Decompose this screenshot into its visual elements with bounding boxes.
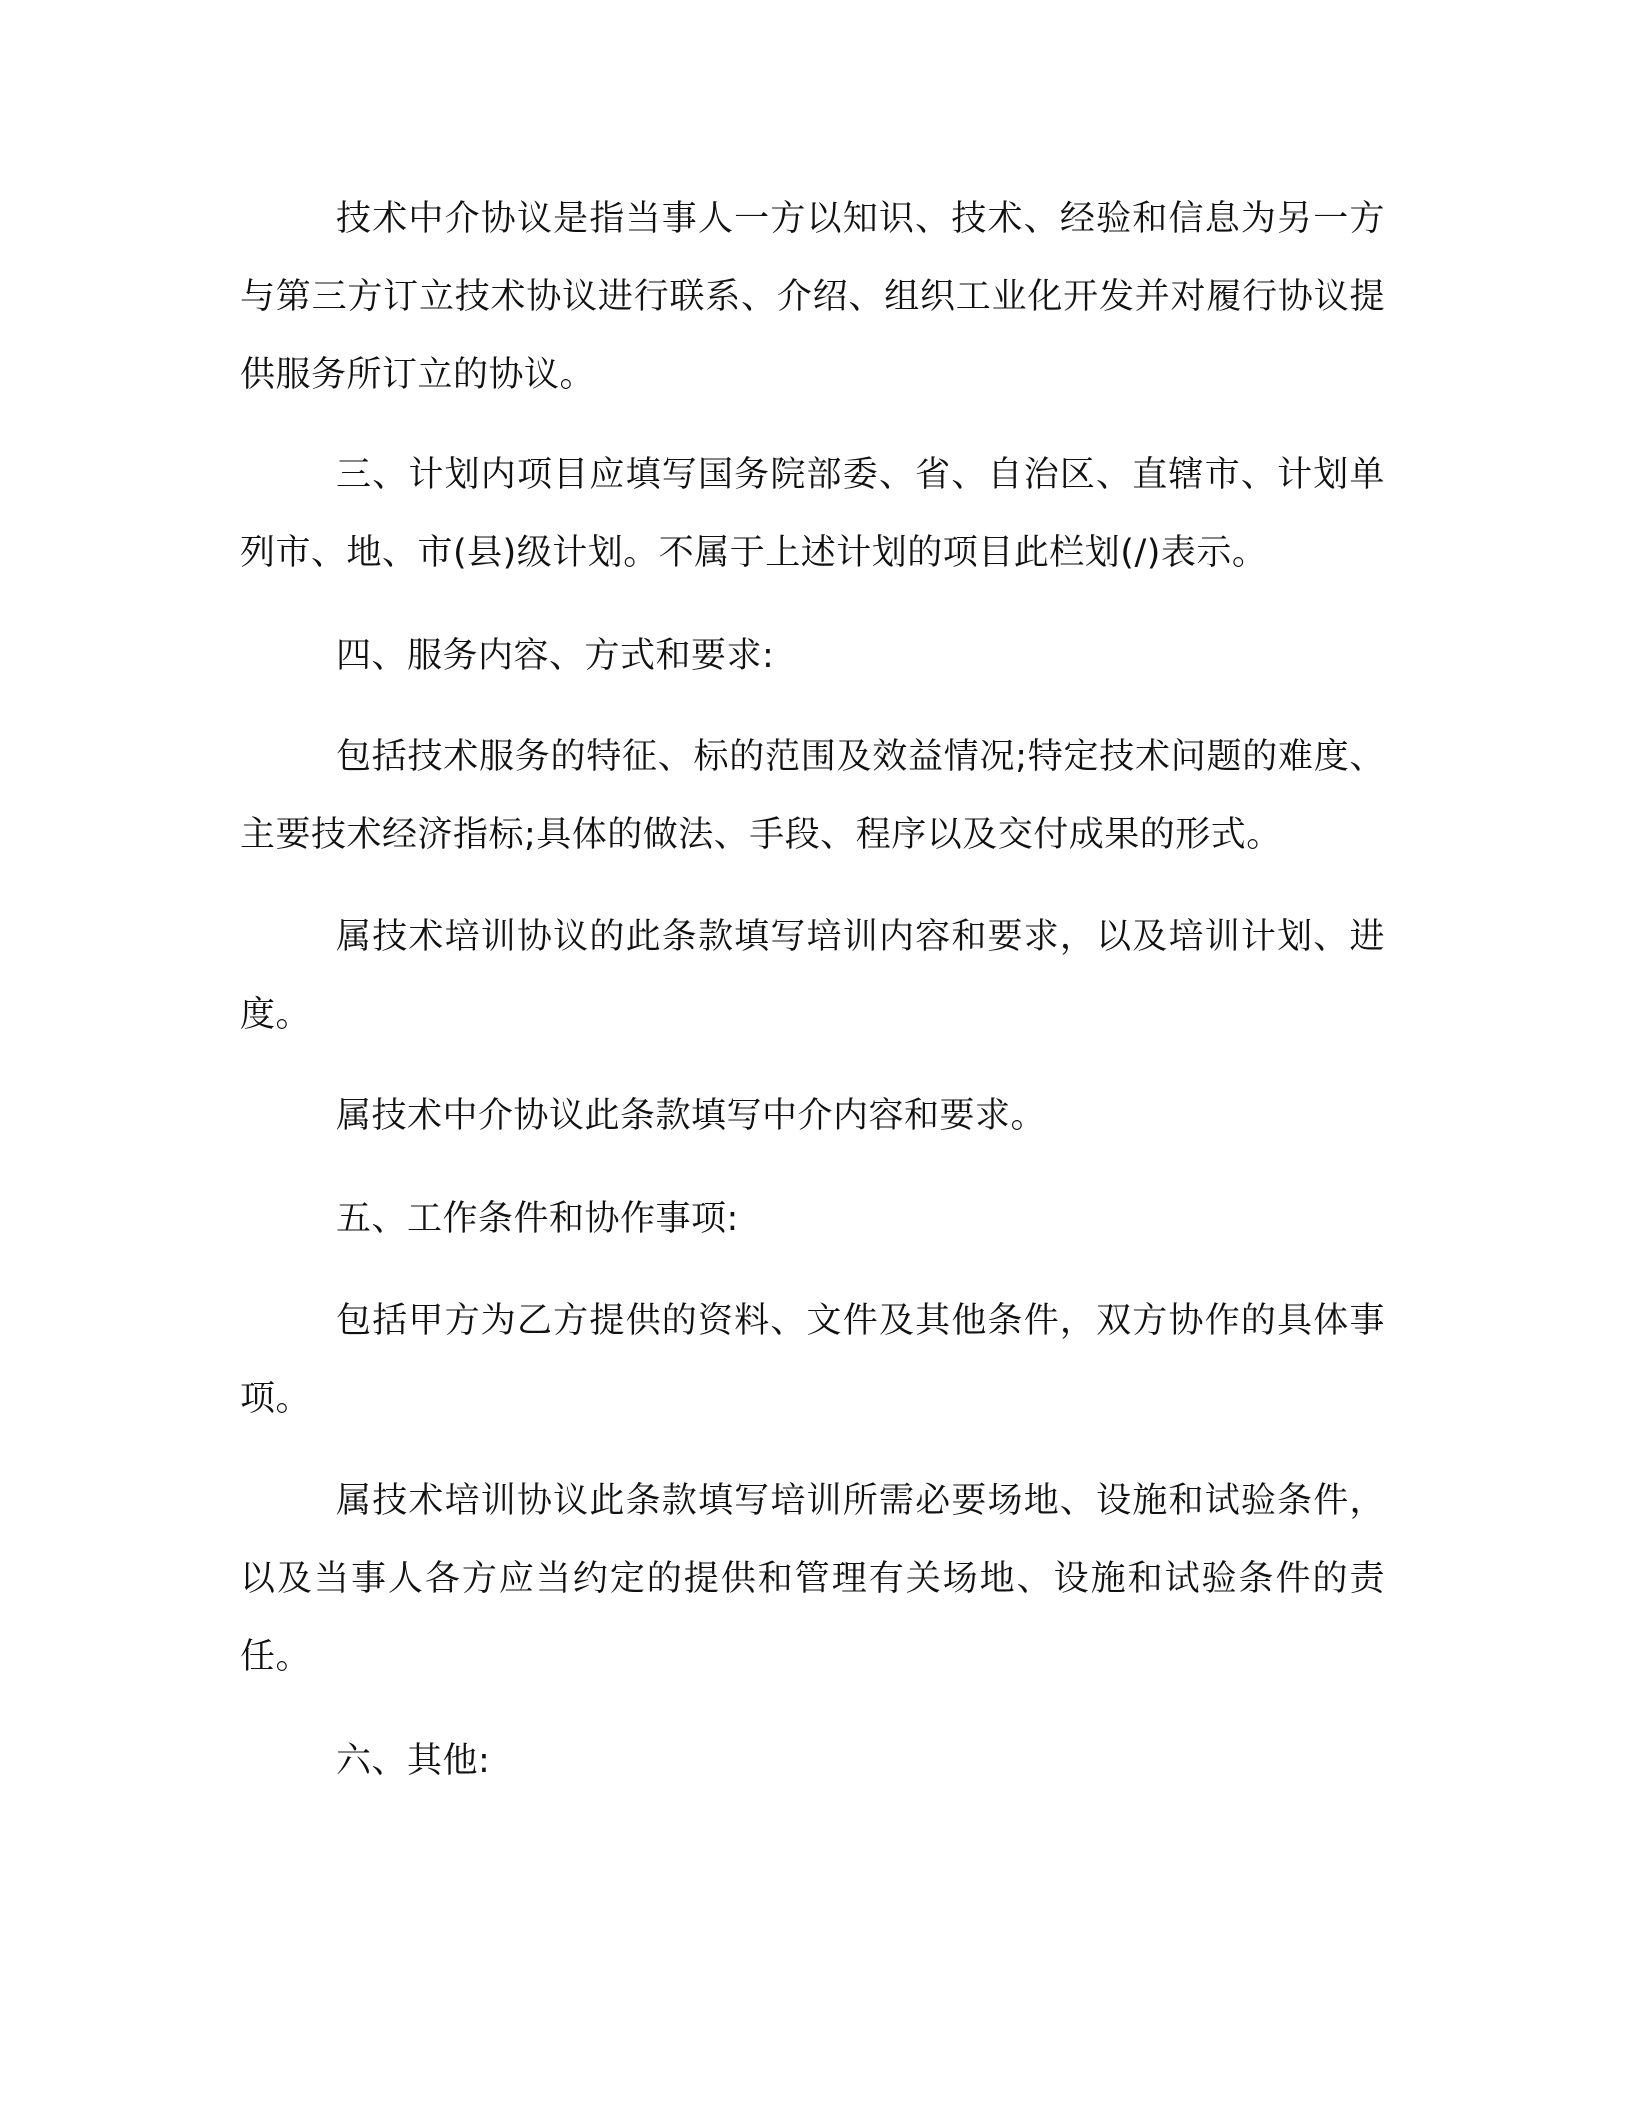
paragraph-working-conditions: 包括甲方为乙方提供的资料、文件及其他条件，双方协作的具体事项。 [240, 1301, 1385, 1419]
paragraph-tech-intermediary-definition: 技术中介协议是指当事人一方以知识、技术、经验和信息为另一方与第三方订立技术协议进行联系、介绍、组织工业化开发并对履行协议提供服务所订立的协议。 [240, 199, 1385, 395]
paragraph-section-3-plan-projects: 三、计划内项目应填写国务院部委、省、自治区、直辖市、计划单列市、地、市(县)级计划。不属于上述计划的项目此栏划(/)表示。 [240, 455, 1385, 573]
paragraph-training-content: 属技术培训协议的此条款填写培训内容和要求，以及培训计划、进度。 [240, 917, 1385, 1035]
paragraph-training-facilities: 属技术培训协议此条款填写培训所需必要场地、设施和试验条件，以及当事人各方应当约定的提供和管理有关场地、设施和试验条件的责任。 [240, 1481, 1385, 1677]
heading-section-4: 四、服务内容、方式和要求: [336, 636, 775, 676]
paragraph-intermediary-content: 属技术中介协议此条款填写中介内容和要求。 [336, 1096, 1047, 1136]
heading-section-5: 五、工作条件和协作事项: [336, 1199, 739, 1239]
paragraph-service-content: 包括技术服务的特征、标的范围及效益情况;特定技术问题的难度、主要技术经济指标;具体的做法、手段、程序以及交付成果的形式。 [240, 737, 1385, 855]
heading-section-6: 六、其他: [336, 1741, 491, 1781]
